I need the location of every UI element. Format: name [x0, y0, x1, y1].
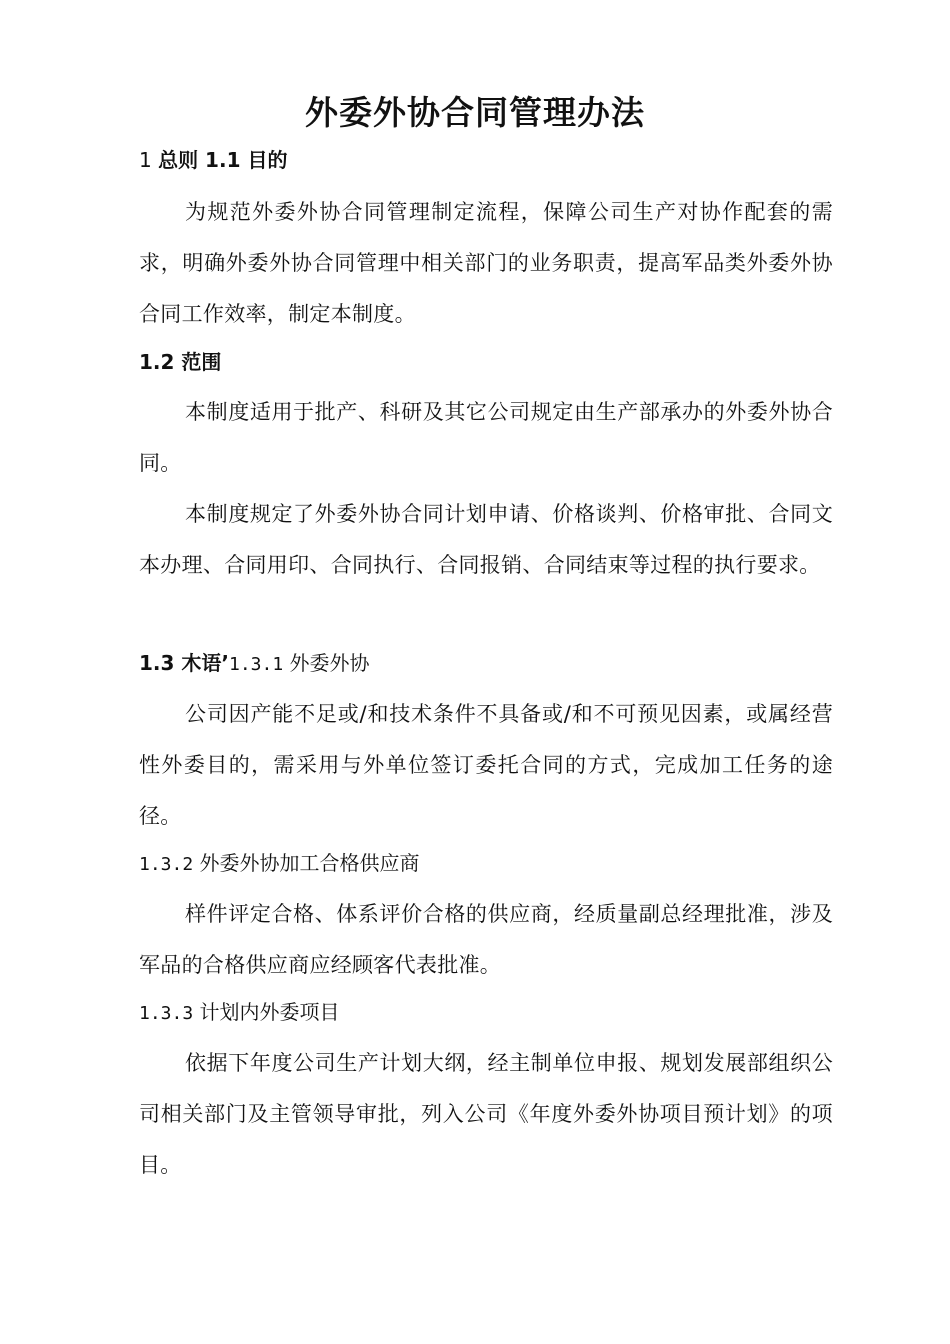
subheading-number: 1.3.3	[139, 1003, 194, 1024]
paragraph-planned-project: 依据下年度公司生产计划大纲，经主制单位申报、规划发展部组织公司相关部门及主管领导审批，列入公司《年度外委外协项目预计划》的项目。	[139, 1051, 833, 1177]
document-title: 外委外协合同管理办法	[305, 93, 645, 132]
paragraph-outsourcing: 公司因产能不足或/和技术条件不具备或/和不可预见因素，或属经营性外委目的，需采用与外单位签订委托合同的方式，完成加工任务的途径。	[139, 702, 833, 828]
subheading-number: 1.3.1	[229, 654, 284, 675]
section-heading-1-3-3	[139, 997, 340, 1029]
subheading-text: 计划内外委项目	[199, 1000, 340, 1024]
subheading-text: 外委外协加工合格供应商	[199, 851, 420, 875]
heading-number: 1	[139, 148, 152, 172]
section-heading-1-1	[139, 145, 287, 175]
paragraph-scope-1: 本制度适用于批产、科研及其它公司规定由生产部承办的外委外协合同。	[139, 400, 833, 475]
paragraph-qualified-supplier: 样件评定合格、体系评价合格的供应商，经质量副总经理批准，涉及军品的合格供应商应经顾客代表批准。	[139, 902, 833, 977]
section-heading-1-3	[139, 648, 370, 680]
heading-text: 1.3 木语’	[139, 651, 229, 675]
heading-text: 总则 1.1 目的	[158, 148, 288, 172]
section-heading-1-3-2	[139, 848, 420, 880]
paragraph-purpose: 为规范外委外协合同管理制定流程，保障公司生产对协作配套的需求，明确外委外协合同管理中相关部门的业务职责，提高军品类外委外协合同工作效率，制定本制度。	[139, 200, 833, 326]
heading-text: 1.2 范围	[139, 350, 222, 374]
paragraph-scope-2: 本制度规定了外委外协合同计划申请、价格谈判、价格审批、合同文本办理、合同用印、合同执行、合同报销、合同结束等过程的执行要求。	[139, 502, 833, 577]
section-heading-1-2	[139, 347, 221, 377]
subheading-number: 1.3.2	[139, 854, 194, 875]
subheading-text: 外委外协	[289, 651, 370, 675]
